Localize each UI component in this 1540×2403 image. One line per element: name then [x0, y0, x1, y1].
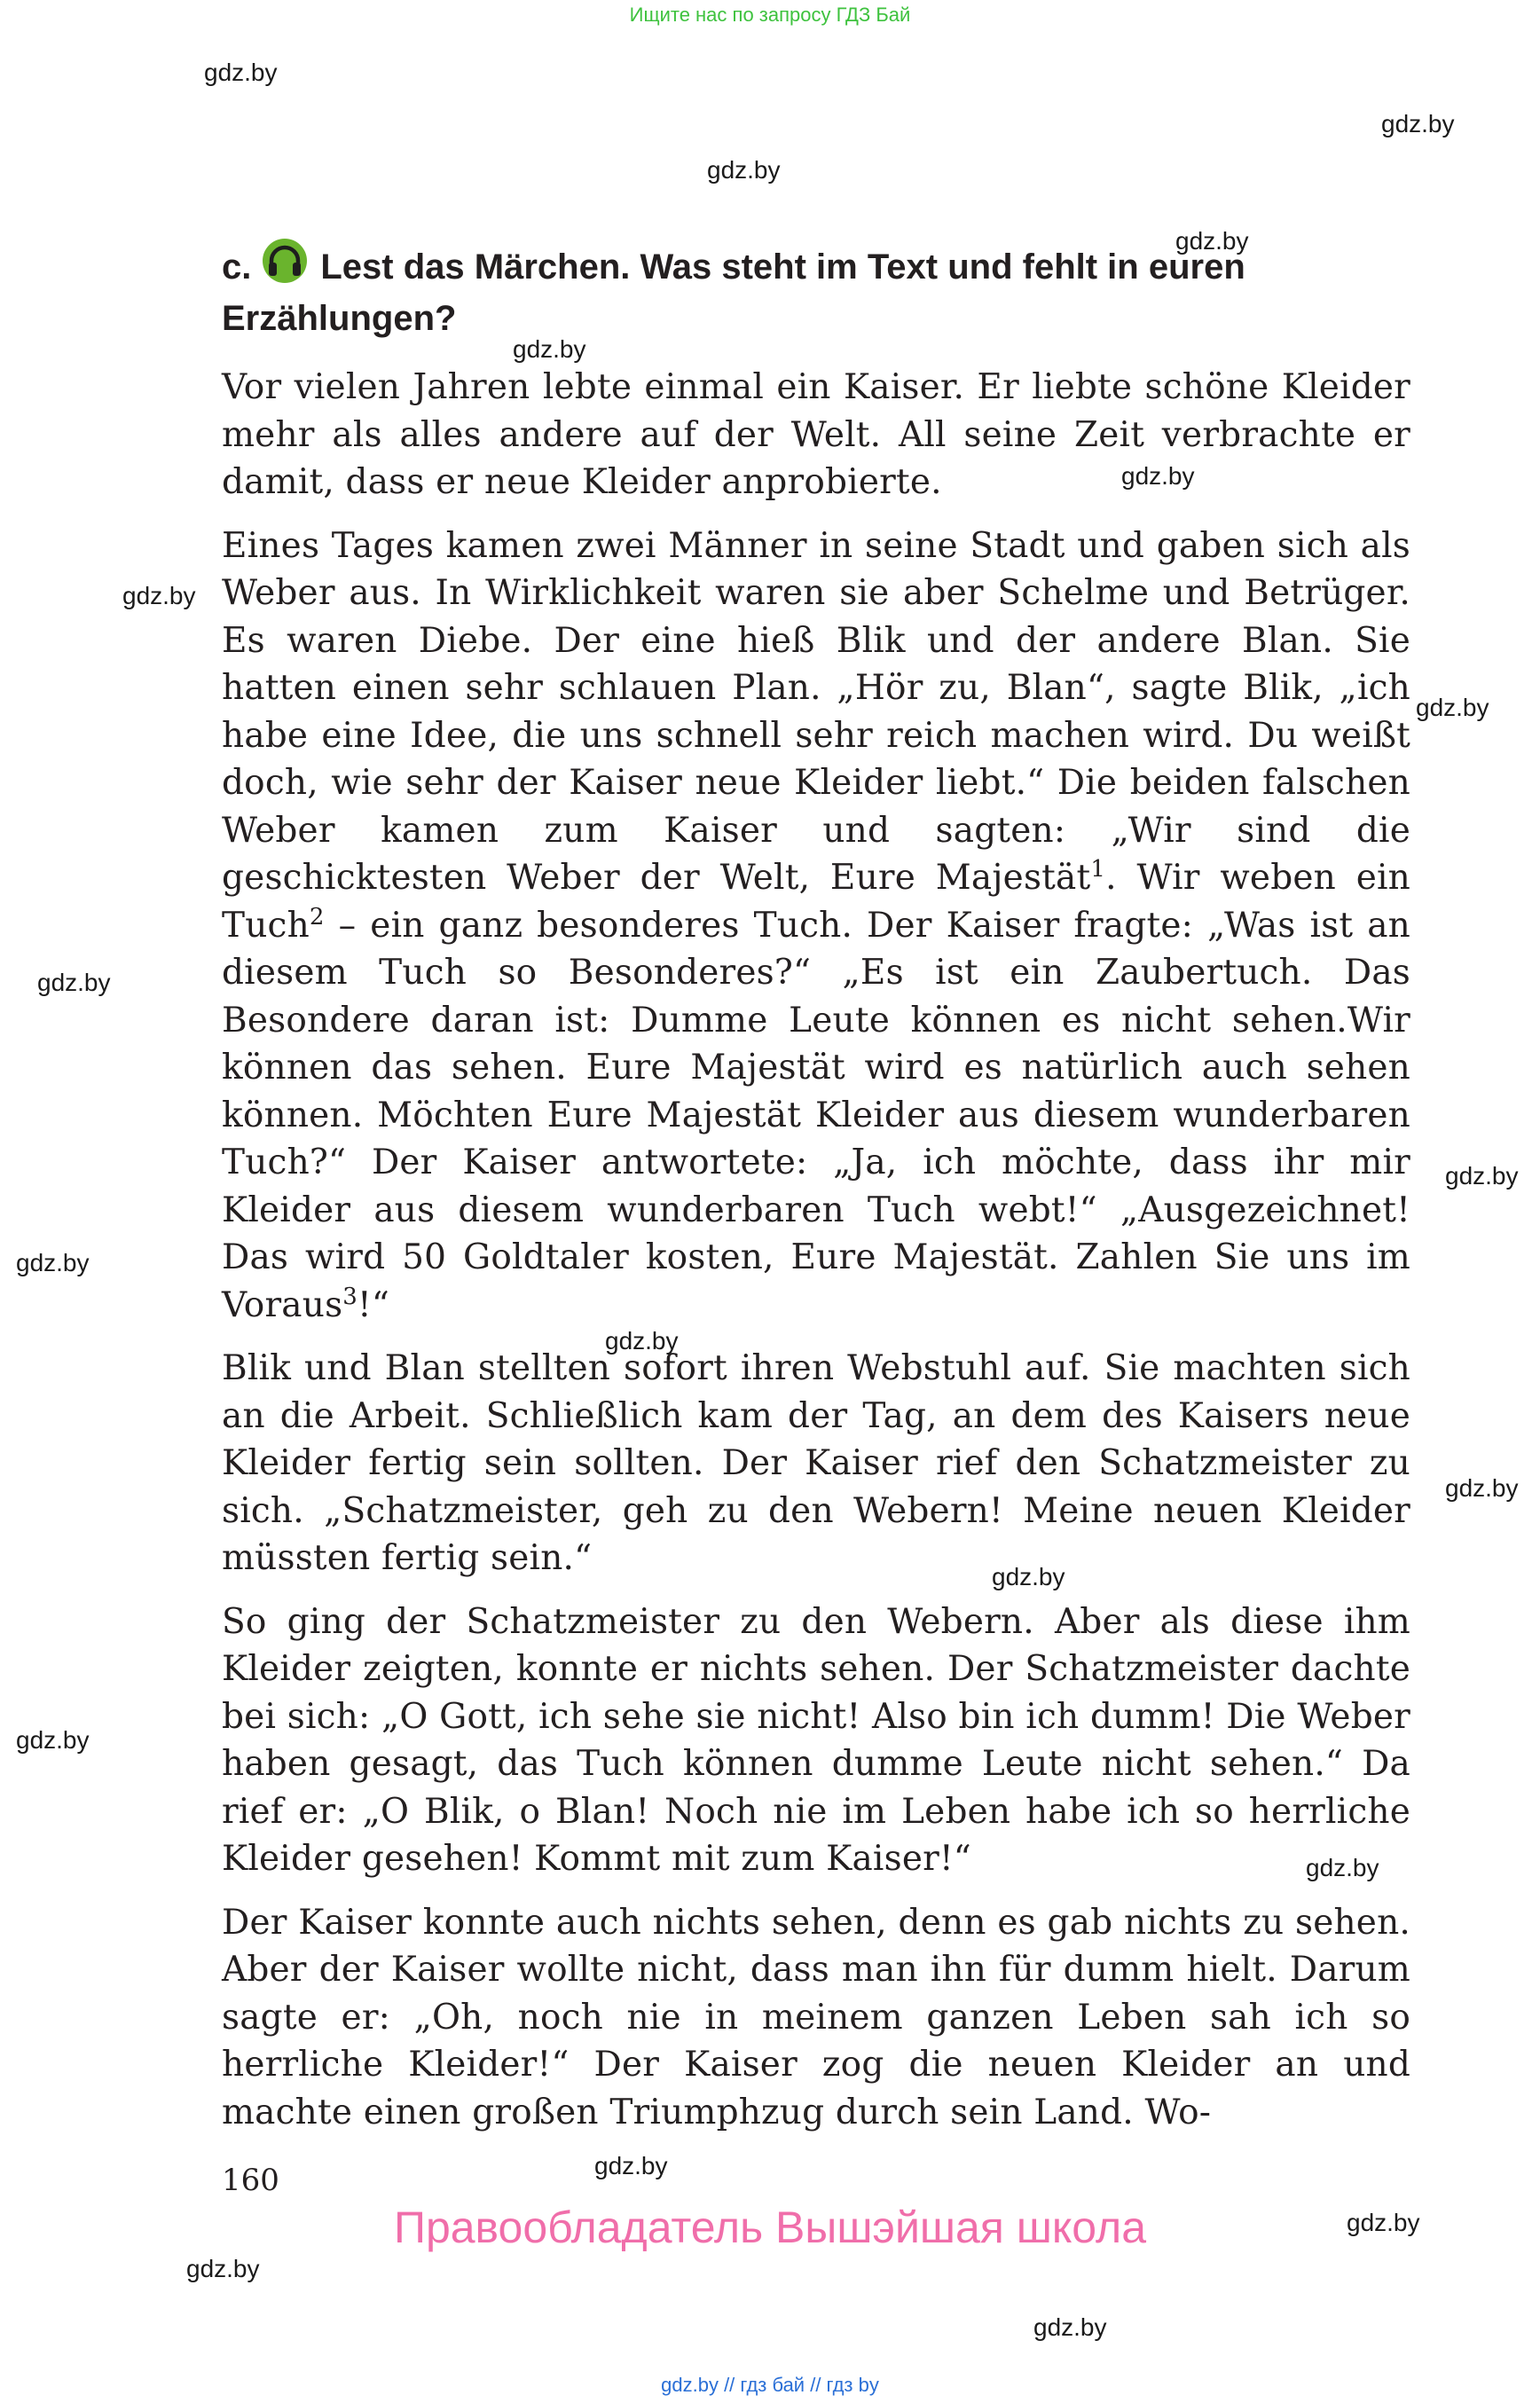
paragraph [222, 522, 1410, 1330]
watermark: gdz.by [513, 335, 586, 363]
watermark: gdz.by [1033, 2313, 1107, 2341]
top-banner: Ищите нас по запросу ГДЗ Бай [629, 4, 911, 26]
footnote-mark: 2 [309, 903, 325, 931]
watermark: gdz.by [186, 2255, 260, 2282]
footer-links[interactable]: gdz.by // гдз бай // гдз by [661, 2374, 879, 2396]
watermark: gdz.by [1416, 694, 1489, 721]
paragraph-text: !“ [358, 1284, 390, 1325]
watermark: gdz.by [204, 59, 278, 86]
paragraph-text: Eines Tages kamen zwei Männer in seine Stadt und gaben sich als Weber aus. In Wirklichkeit waren sie aber Schelme und Betrüger. Es waren Diebe. Der eine hieß Blik und der andere Blan. Sie hatten einen sehr schlauen Plan. „Hör zu, Blan“, sagte Blik, „ich habe eine Idee, die uns schnell sehr reich machen wird. Du weißt doch, wie sehr der Kaiser neue Kleider liebt.“ Die beiden falschen Weber kamen zum Kaiser und sagten: „Wir sind die geschicktesten Weber der Welt, Eure Majestät [222, 525, 1410, 898]
paragraph: Vor vielen Jahren lebte einmal ein Kaiser. Er liebte schöne Kleider mehr als alles andere auf der Welt. All seine Zeit verbrachte er damit, dass er neue Kleider anprobierte. [222, 367, 1410, 502]
watermark: gdz.by [1445, 1162, 1519, 1190]
watermark: gdz.by [1381, 110, 1455, 137]
watermark: gdz.by [1306, 1854, 1379, 1881]
watermark: gdz.by [16, 1249, 90, 1276]
paragraph: Der Kaiser konnte auch nichts sehen, denn es gab nichts zu sehen. Aber der Kaiser wollte nicht, dass man ihn für dumm hielt. Darum sagte er: „Oh, noch nie in meinem ganzen Leben sah ich so herrliche Kleider!“ Der Kaiser zog die neuen Kleider an und machte einen großen Triumphzug durch sein Land. Wo- [222, 1902, 1410, 2132]
paragraph-text: – ein ganz besonderes Tuch. Der Kaiser fragte: „Was ist an diesem Tuch so Besonderes?“ „Es ist ein Zaubertuch. Das Besondere daran ist: Dumme Leute können es nicht sehen.Wir können das sehen. Eure Majestät wird es natürlich auch sehen können. Möchten Eure Majestät Kleider aus diesem wunderbaren Tuch?“ Der Kaiser antwortete: „Ja, ich möchte, dass ihr mir Kleider aus diesem wunderbaren Tuch webt!“ „Ausgezeichnet! Das wird 50 Goldtaler kosten, Eure Majestät. Zahlen Sie uns im Voraus [222, 905, 1410, 1325]
watermark: gdz.by [594, 2152, 668, 2179]
task-letter: c. [222, 247, 252, 287]
task-heading [222, 238, 1410, 342]
page-number: 160 [222, 2163, 279, 2198]
watermark: gdz.by [1175, 227, 1249, 255]
headphones-icon [262, 238, 308, 295]
rights-holder: Правообладатель Вышэйшая школа [394, 2203, 1146, 2252]
paragraph: So ging der Schatzmeister zu den Webern. Aber als diese ihm Kleider zeigten, konnte er nichts sehen. Der Schatzmeister dachte bei sich: „O Gott, ich sehe sie nicht! Also bin ich dumm! Die Weber haben gesagt, das Tuch können dumme Leute nicht sehen.“ Da rief er: „O Blik, o Blan! Noch nie im Leben habe ich so herrliche Kleider gesehen! Kommt mit zum Kaiser!“ [222, 1601, 1410, 1879]
watermark: gdz.by [1347, 2209, 1420, 2236]
watermark: gdz.by [1445, 1474, 1519, 1502]
paragraph: Blik und Blan stellten sofort ihren Webstuhl auf. Sie machten sich an die Arbeit. Schließlich kam der Tag, an dem des Kaisers neue Kleider fertig sein sollten. Der Kaiser rief den Schatzmeister zu sich. „Schatzmeister, geh zu den Webern! Meine neuen Kleider müssten fertig sein.“ [222, 1348, 1410, 1578]
watermark: gdz.by [16, 1726, 90, 1754]
watermark: gdz.by [1121, 462, 1195, 490]
paragraph-text: . Wir weben ein Tuch [222, 858, 1410, 946]
watermark: gdz.by [605, 1327, 679, 1355]
watermark: gdz.by [37, 969, 111, 996]
footnote-mark: 3 [342, 1283, 358, 1310]
footnote-mark: 1 [1090, 856, 1106, 883]
watermark: gdz.by [992, 1563, 1065, 1590]
story-text [222, 364, 1410, 2152]
watermark: gdz.by [122, 582, 196, 609]
watermark: gdz.by [707, 156, 781, 184]
task-title: Lest das Märchen. Was steht im Text und fehlt in euren Erzählungen? [222, 247, 1245, 338]
